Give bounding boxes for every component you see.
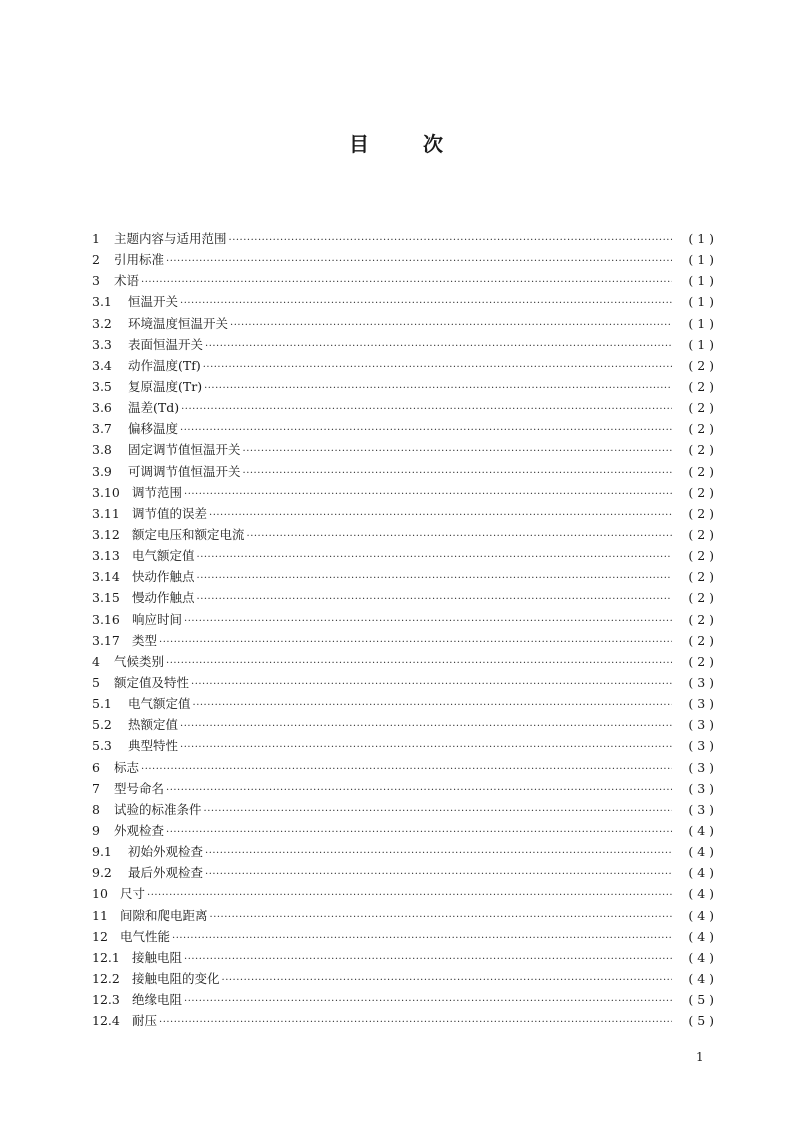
toc-entry-page: ( 2 ) [688, 569, 714, 585]
toc-entry-number: 5.2 [92, 717, 112, 733]
toc-entry [92, 249, 714, 270]
toc-entry-page: ( 3 ) [688, 717, 714, 733]
toc-dot-leader [205, 864, 672, 885]
toc-dot-leader [180, 293, 672, 314]
toc-entry-label: 电气性能 [120, 928, 171, 944]
toc-entry-number: 3.8 [92, 442, 112, 458]
toc-entry-label: 可调调节值恒温开关 [128, 463, 241, 479]
toc-entry [92, 651, 714, 672]
toc-dot-leader [204, 378, 672, 399]
toc-entry-number: 3.11 [92, 505, 120, 521]
toc-entry-label: 主题内容与适用范围 [114, 231, 227, 246]
toc-dot-leader [184, 611, 672, 632]
toc-dot-leader [159, 1012, 672, 1033]
toc-entry-page: ( 1 ) [688, 273, 714, 289]
toc-entry-number: 3.3 [92, 336, 112, 352]
title-char-1: 目 [349, 132, 371, 156]
toc-entry [92, 1010, 714, 1031]
toc-entry-number: 6 [92, 759, 100, 775]
page-title [0, 128, 794, 157]
toc-entry [92, 482, 714, 503]
toc-entry-label: 引用标准 [114, 252, 165, 268]
toc-dot-leader [204, 801, 672, 822]
toc-entry-number: 10 [92, 886, 108, 902]
toc-entry-label: 气候类别 [114, 653, 165, 669]
toc-entry [92, 883, 714, 904]
toc-entry-label: 调节值的误差 [132, 505, 208, 521]
toc-entry-page: ( 2 ) [688, 548, 714, 564]
toc-entry-label: 型号命名 [114, 780, 165, 796]
toc-entry-number: 11 [92, 907, 108, 923]
toc-entry-label: 试验的标准条件 [114, 801, 202, 817]
toc-entry-number: 3.12 [92, 526, 120, 542]
toc-entry-label: 复原温度(Tr) [128, 378, 203, 394]
toc-entry-label: 热额定值 [128, 717, 179, 733]
toc-entry-page: ( 4 ) [688, 865, 714, 881]
toc-entry [92, 609, 714, 630]
toc-entry-page: ( 2 ) [688, 484, 714, 500]
toc-entry-label: 类型 [132, 632, 158, 648]
toc-entry-page: ( 4 ) [688, 822, 714, 838]
toc-entry [92, 566, 714, 587]
toc-entry-page: ( 4 ) [688, 907, 714, 923]
toc-entry [92, 524, 714, 545]
toc-dot-leader [210, 907, 672, 928]
toc-entry-label: 响应时间 [132, 611, 183, 627]
toc-entry-label: 电气额定值 [132, 548, 195, 564]
toc-entry [92, 968, 714, 989]
toc-entry-number: 12.1 [92, 949, 120, 965]
toc-dot-leader [197, 547, 672, 568]
toc-entry-label: 调节范围 [132, 484, 183, 500]
toc-dot-leader [172, 928, 672, 949]
toc-dot-leader [229, 230, 672, 251]
toc-entry [92, 334, 714, 355]
toc-entry-page: ( 2 ) [688, 442, 714, 458]
toc-dot-leader [203, 357, 672, 378]
toc-entry-label: 耐压 [132, 1013, 158, 1029]
toc-entry-label: 快动作触点 [132, 569, 195, 585]
toc-entry [92, 587, 714, 608]
toc-entry-number: 3.1 [92, 294, 112, 310]
toc-dot-leader [243, 441, 672, 462]
toc-dot-leader [166, 653, 672, 674]
toc-entry-page: ( 1 ) [688, 336, 714, 352]
toc-entry-number: 3 [92, 273, 100, 289]
toc-entry [92, 545, 714, 566]
toc-dot-leader [184, 991, 672, 1012]
toc-dot-leader [243, 463, 672, 484]
toc-entry-page: ( 2 ) [688, 357, 714, 373]
toc-entry [92, 503, 714, 524]
table-of-contents [92, 228, 714, 1031]
toc-entry [92, 630, 714, 651]
toc-entry-number: 9 [92, 822, 100, 838]
toc-entry-number: 5.1 [92, 696, 112, 712]
toc-entry [92, 735, 714, 756]
toc-entry-label: 接触电阻 [132, 949, 183, 965]
toc-entry [92, 989, 714, 1010]
toc-entry-number: 8 [92, 801, 100, 817]
toc-entry-number: 3.9 [92, 463, 112, 479]
toc-entry-label: 动作温度(Tf) [128, 357, 201, 373]
toc-entry-page: ( 2 ) [688, 590, 714, 606]
toc-entry-page: ( 1 ) [688, 231, 714, 246]
toc-entry-label: 恒温开关 [128, 294, 179, 310]
toc-dot-leader [197, 568, 672, 589]
toc-entry-number: 5.3 [92, 738, 112, 754]
toc-dot-leader [197, 589, 672, 610]
toc-entry-label: 尺寸 [120, 886, 146, 902]
toc-entry-page: ( 5 ) [688, 992, 714, 1008]
toc-entry [92, 778, 714, 799]
toc-entry-label: 外观检查 [114, 822, 165, 838]
toc-dot-leader [209, 505, 672, 526]
toc-dot-leader [159, 632, 672, 653]
page-number: 1 [696, 1050, 704, 1064]
toc-entry [92, 418, 714, 439]
toc-entry-label: 慢动作触点 [132, 590, 195, 606]
toc-dot-leader [191, 674, 672, 695]
toc-entry-page: ( 4 ) [688, 970, 714, 986]
toc-entry-number: 9.1 [92, 844, 112, 860]
toc-entry [92, 799, 714, 820]
toc-entry-page: ( 4 ) [688, 949, 714, 965]
toc-entry-label: 间隙和爬电距离 [120, 907, 208, 923]
toc-entry-page: ( 2 ) [688, 378, 714, 394]
toc-entry [92, 228, 714, 249]
toc-dot-leader [184, 484, 672, 505]
toc-entry-page: ( 3 ) [688, 801, 714, 817]
toc-entry [92, 313, 714, 334]
toc-entry-number: 3.4 [92, 357, 112, 373]
toc-entry-label: 环境温度恒温开关 [128, 315, 229, 331]
toc-entry-page: ( 2 ) [688, 400, 714, 416]
toc-entry-number: 9.2 [92, 865, 112, 881]
toc-entry-label: 术语 [114, 273, 140, 289]
toc-dot-leader [222, 970, 672, 991]
toc-entry [92, 270, 714, 291]
toc-entry-number: 3.5 [92, 378, 112, 394]
toc-entry-label: 额定电压和额定电流 [132, 526, 245, 542]
toc-entry-number: 3.16 [92, 611, 120, 627]
toc-entry-number: 3.6 [92, 400, 112, 416]
toc-entry [92, 672, 714, 693]
toc-dot-leader [205, 336, 672, 357]
toc-entry-label: 接触电阻的变化 [132, 970, 220, 986]
toc-entry-page: ( 3 ) [688, 674, 714, 690]
toc-entry-label: 最后外观检查 [128, 865, 204, 881]
toc-entry [92, 862, 714, 883]
toc-entry-page: ( 1 ) [688, 294, 714, 310]
toc-entry [92, 714, 714, 735]
toc-entry-page: ( 4 ) [688, 844, 714, 860]
toc-entry-label: 额定值及特性 [114, 674, 190, 690]
toc-dot-leader [141, 272, 672, 293]
toc-entry [92, 439, 714, 460]
toc-entry [92, 841, 714, 862]
toc-entry [92, 905, 714, 926]
toc-entry-number: 3.10 [92, 484, 120, 500]
toc-dot-leader [247, 526, 672, 547]
toc-entry-number: 1 [92, 231, 100, 246]
toc-entry-page: ( 2 ) [688, 463, 714, 479]
toc-entry [92, 376, 714, 397]
toc-dot-leader [147, 885, 672, 906]
toc-dot-leader [180, 737, 672, 758]
toc-entry-page: ( 3 ) [688, 759, 714, 775]
toc-entry [92, 693, 714, 714]
toc-entry-number: 3.17 [92, 632, 120, 648]
toc-entry-page: ( 2 ) [688, 526, 714, 542]
toc-entry-number: 4 [92, 653, 100, 669]
toc-dot-leader [141, 759, 672, 780]
toc-entry-number: 5 [92, 674, 100, 690]
toc-dot-leader [230, 315, 672, 336]
toc-entry [92, 820, 714, 841]
toc-entry-page: ( 4 ) [688, 928, 714, 944]
toc-entry-number: 3.15 [92, 590, 120, 606]
toc-entry [92, 757, 714, 778]
toc-dot-leader [205, 843, 672, 864]
toc-entry [92, 461, 714, 482]
toc-entry-label: 绝缘电阻 [132, 992, 183, 1008]
toc-entry-page: ( 2 ) [688, 611, 714, 627]
toc-entry [92, 355, 714, 376]
toc-entry-label: 标志 [114, 759, 140, 775]
toc-entry-number: 3.7 [92, 421, 112, 437]
toc-entry-number: 12.4 [92, 1013, 120, 1029]
toc-dot-leader [166, 822, 672, 843]
toc-entry-page: ( 5 ) [688, 1013, 714, 1029]
toc-entry-label: 初始外观检查 [128, 844, 204, 860]
toc-entry-label: 固定调节值恒温开关 [128, 442, 241, 458]
toc-entry-number: 12.3 [92, 992, 120, 1008]
toc-entry-page: ( 1 ) [688, 252, 714, 268]
toc-entry-label: 电气额定值 [128, 696, 191, 712]
toc-entry [92, 291, 714, 312]
toc-entry [92, 947, 714, 968]
toc-entry-number: 12 [92, 928, 108, 944]
toc-entry-label: 典型特性 [128, 738, 179, 754]
toc-dot-leader [166, 780, 672, 801]
toc-entry-page: ( 2 ) [688, 421, 714, 437]
toc-entry-page: ( 4 ) [688, 886, 714, 902]
toc-entry-label: 表面恒温开关 [128, 336, 204, 352]
toc-entry-label: 偏移温度 [128, 421, 179, 437]
toc-entry-page: ( 1 ) [688, 315, 714, 331]
toc-entry-number: 12.2 [92, 970, 120, 986]
toc-entry-number: 2 [92, 252, 100, 268]
toc-dot-leader [180, 716, 672, 737]
toc-entry-number: 3.13 [92, 548, 120, 564]
toc-entry-number: 7 [92, 780, 100, 796]
toc-dot-leader [193, 695, 672, 716]
toc-dot-leader [181, 399, 672, 420]
toc-entry-page: ( 3 ) [688, 738, 714, 754]
toc-entry-label: 温差(Td) [128, 400, 180, 416]
toc-entry-page: ( 2 ) [688, 653, 714, 669]
toc-dot-leader [166, 251, 672, 272]
title-char-2: 次 [423, 132, 445, 156]
toc-entry-page: ( 3 ) [688, 780, 714, 796]
toc-entry-number: 3.2 [92, 315, 112, 331]
toc-entry-number: 3.14 [92, 569, 120, 585]
toc-entry-page: ( 2 ) [688, 505, 714, 521]
toc-entry [92, 397, 714, 418]
toc-entry-page: ( 2 ) [688, 632, 714, 648]
toc-dot-leader [180, 420, 672, 441]
toc-entry-page: ( 3 ) [688, 696, 714, 712]
toc-entry [92, 926, 714, 947]
toc-dot-leader [184, 949, 672, 970]
